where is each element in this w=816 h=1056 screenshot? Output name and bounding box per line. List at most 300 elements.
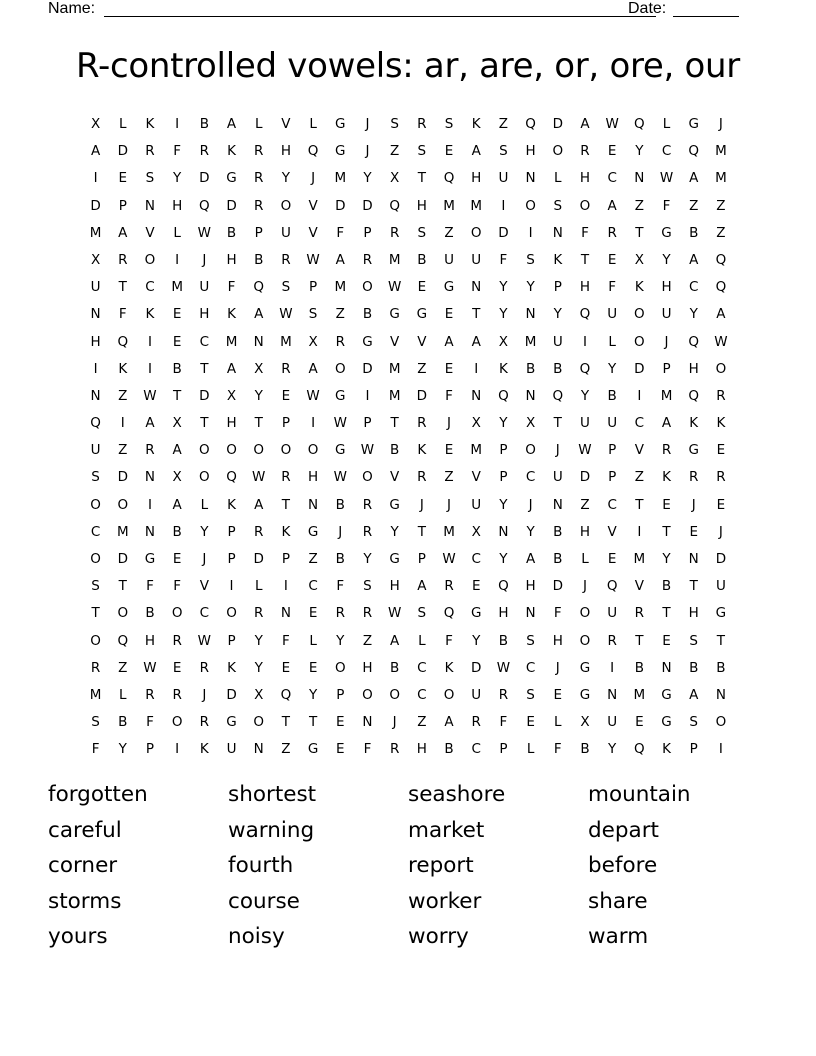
- grid-cell: K: [498, 360, 508, 377]
- grid-cell: M: [443, 197, 455, 214]
- grid-cell: O: [171, 605, 183, 622]
- grid-cell: K: [227, 659, 236, 676]
- grid-cell: F: [336, 578, 345, 595]
- grid-cell: J: [691, 496, 696, 513]
- grid-cell: S: [390, 116, 399, 132]
- grid-cell: L: [526, 741, 535, 758]
- grid-cell: K: [145, 116, 155, 132]
- grid-cell: N: [90, 387, 101, 404]
- grid-cell: Y: [499, 306, 508, 323]
- grid-cell: P: [608, 469, 617, 486]
- grid-cell: U: [90, 442, 101, 459]
- grid-cell: Q: [253, 279, 265, 296]
- name-line[interactable]: [104, 16, 656, 17]
- grid-cell: L: [254, 578, 263, 595]
- grid-cell: K: [227, 306, 236, 323]
- grid-cell: J: [365, 143, 370, 160]
- grid-cell: U: [607, 306, 618, 323]
- grid-cell: A: [390, 632, 400, 649]
- grid-cell: G: [416, 306, 428, 323]
- grid-cell: D: [715, 551, 727, 567]
- grid-cell: J: [555, 659, 560, 676]
- grid-cell: L: [581, 551, 589, 567]
- grid-cell: G: [579, 686, 591, 703]
- grid-cell: I: [582, 333, 587, 350]
- grid-cell: E: [662, 496, 671, 513]
- grid-cell: U: [580, 415, 590, 432]
- grid-cell: Q: [525, 116, 536, 132]
- grid-cell: Q: [226, 469, 237, 486]
- grid-cell: N: [280, 605, 291, 622]
- grid-cell: H: [552, 632, 563, 649]
- grid-cell: X: [471, 523, 481, 540]
- grid-cell: D: [362, 197, 373, 214]
- grid-cell: X: [254, 686, 264, 703]
- grid-cell: E: [281, 659, 291, 676]
- grid-cell: N: [253, 333, 264, 350]
- grid-cell: R: [689, 469, 699, 486]
- grid-cell: F: [553, 605, 562, 622]
- grid-cell: Y: [499, 496, 508, 513]
- grid-cell: R: [471, 714, 481, 731]
- grid-cell: L: [554, 170, 562, 187]
- grid-cell: C: [145, 279, 155, 296]
- grid-cell: R: [90, 659, 101, 676]
- grid-cell: W: [333, 415, 347, 432]
- grid-cell: R: [498, 686, 509, 703]
- grid-cell: F: [363, 741, 372, 758]
- grid-cell: O: [443, 686, 455, 703]
- grid-cell: M: [89, 686, 102, 703]
- grid-cell: E: [662, 632, 671, 649]
- grid-cell: T: [118, 279, 127, 296]
- grid-cell: O: [334, 659, 346, 676]
- grid-cell: K: [199, 741, 209, 758]
- grid-cell: R: [444, 578, 454, 595]
- grid-cell: P: [499, 741, 508, 758]
- grid-cell: O: [226, 605, 237, 622]
- grid-cell: D: [117, 143, 128, 160]
- grid-cell: C: [525, 659, 536, 676]
- grid-cell: R: [145, 143, 155, 160]
- grid-cell: V: [308, 224, 318, 241]
- grid-cell: T: [635, 632, 644, 649]
- grid-cell: A: [716, 306, 726, 323]
- grid-cell: Y: [499, 279, 508, 296]
- grid-cell: L: [254, 116, 263, 132]
- grid-cell: B: [390, 442, 400, 459]
- grid-cell: N: [661, 659, 672, 676]
- grid-cell: A: [689, 251, 699, 268]
- grid-cell: P: [145, 741, 155, 758]
- grid-cell: F: [173, 143, 182, 160]
- grid-cell: T: [281, 714, 291, 731]
- grid-cell: N: [715, 686, 726, 703]
- grid-cell: C: [607, 496, 617, 513]
- grid-cell: U: [607, 605, 618, 622]
- grid-cell: R: [199, 143, 210, 160]
- grid-cell: J: [555, 442, 560, 459]
- grid-cell: Z: [362, 632, 373, 649]
- grid-cell: T: [173, 387, 182, 404]
- grid-cell: B: [553, 551, 563, 567]
- grid-cell: C: [90, 523, 101, 540]
- word-list-item: report: [408, 853, 474, 879]
- grid-cell: U: [471, 496, 482, 513]
- grid-cell: E: [118, 170, 128, 187]
- grid-cell: I: [311, 415, 316, 432]
- grid-cell: I: [93, 170, 98, 187]
- grid-cell: E: [308, 659, 318, 676]
- grid-cell: P: [417, 551, 426, 567]
- grid-cell: E: [444, 306, 454, 323]
- grid-cell: C: [471, 551, 481, 567]
- word-list-item: noisy: [228, 924, 285, 950]
- grid-cell: U: [280, 224, 291, 241]
- grid-cell: Q: [498, 578, 509, 595]
- grid-cell: F: [146, 578, 154, 595]
- grid-cell: O: [579, 605, 591, 622]
- grid-cell: J: [419, 496, 424, 513]
- grid-cell: C: [308, 578, 318, 595]
- grid-cell: O: [634, 306, 645, 323]
- grid-cell: A: [335, 251, 345, 268]
- grid-cell: Y: [635, 143, 644, 160]
- grid-cell: X: [226, 387, 237, 404]
- grid-cell: M: [633, 686, 646, 703]
- date-line[interactable]: [673, 16, 739, 17]
- grid-cell: R: [172, 686, 182, 703]
- grid-cell: O: [579, 197, 591, 214]
- grid-cell: T: [417, 523, 426, 540]
- grid-cell: J: [365, 116, 370, 132]
- grid-cell: E: [716, 442, 726, 459]
- grid-cell: R: [716, 469, 726, 486]
- grid-cell: O: [253, 442, 265, 459]
- grid-cell: E: [172, 659, 182, 676]
- word-list-item: corner: [48, 853, 118, 879]
- grid-cell: X: [254, 360, 264, 377]
- grid-cell: B: [145, 605, 155, 622]
- word-list-item: warm: [588, 924, 649, 950]
- grid-cell: C: [417, 686, 427, 703]
- grid-cell: D: [90, 197, 101, 214]
- grid-cell: R: [417, 415, 427, 432]
- grid-cell: W: [333, 469, 347, 486]
- grid-cell: R: [254, 170, 264, 187]
- grid-cell: D: [552, 578, 563, 595]
- grid-cell: E: [689, 523, 698, 540]
- grid-cell: F: [282, 632, 290, 649]
- grid-cell: D: [416, 387, 428, 404]
- grid-cell: T: [553, 415, 562, 432]
- grid-cell: T: [662, 523, 671, 540]
- grid-cell: L: [119, 116, 127, 132]
- grid-cell: F: [445, 632, 453, 649]
- grid-cell: H: [525, 578, 536, 595]
- grid-cell: F: [91, 741, 100, 758]
- grid-cell: G: [307, 523, 319, 540]
- grid-cell: S: [417, 224, 427, 241]
- grid-cell: Y: [608, 360, 617, 377]
- grid-cell: W: [279, 306, 293, 323]
- grid-cell: Q: [280, 686, 292, 703]
- grid-cell: R: [716, 387, 726, 404]
- date-label: Date:: [628, 0, 667, 17]
- grid-cell: H: [498, 605, 509, 622]
- grid-cell: Q: [688, 387, 700, 404]
- grid-cell: W: [197, 632, 212, 649]
- grid-cell: S: [417, 605, 427, 622]
- grid-cell: C: [661, 143, 672, 160]
- grid-cell: Q: [307, 143, 319, 160]
- grid-cell: U: [715, 578, 726, 595]
- grid-cell: J: [718, 116, 723, 132]
- grid-cell: T: [91, 605, 100, 622]
- grid-cell: O: [470, 224, 482, 241]
- grid-cell: K: [227, 143, 236, 160]
- grid-cell: S: [363, 578, 372, 595]
- grid-cell: J: [202, 251, 207, 268]
- grid-cell: T: [200, 415, 209, 432]
- grid-cell: V: [471, 469, 481, 486]
- grid-cell: O: [525, 442, 536, 459]
- grid-cell: Q: [117, 333, 129, 350]
- grid-cell: A: [145, 415, 155, 432]
- grid-cell: H: [226, 251, 237, 268]
- grid-cell: A: [661, 415, 672, 432]
- grid-cell: M: [470, 442, 483, 459]
- grid-cell: T: [254, 415, 263, 432]
- grid-cell: E: [336, 741, 345, 758]
- grid-cell: G: [661, 224, 672, 241]
- grid-cell: P: [227, 551, 236, 567]
- grid-cell: Z: [580, 496, 590, 513]
- grid-cell: A: [172, 442, 182, 459]
- grid-cell: Q: [579, 306, 591, 323]
- grid-cell: H: [280, 143, 291, 160]
- grid-cell: S: [91, 578, 100, 595]
- grid-cell: N: [144, 197, 156, 214]
- grid-cell: G: [226, 714, 237, 731]
- grid-cell: S: [689, 714, 698, 731]
- grid-cell: K: [417, 442, 427, 459]
- word-list-item: fourth: [228, 853, 294, 879]
- grid-cell: B: [390, 659, 400, 676]
- grid-cell: E: [607, 251, 617, 268]
- grid-cell: Y: [662, 251, 671, 268]
- grid-cell: O: [715, 360, 727, 377]
- grid-cell: O: [90, 551, 101, 567]
- grid-cell: I: [229, 578, 234, 595]
- grid-cell: O: [362, 469, 373, 486]
- grid-cell: L: [309, 632, 317, 649]
- grid-cell: R: [199, 714, 210, 731]
- grid-cell: Q: [688, 333, 700, 350]
- grid-cell: Z: [634, 469, 644, 486]
- grid-cell: S: [145, 170, 155, 187]
- grid-cell: I: [474, 360, 479, 377]
- grid-cell: B: [118, 714, 128, 731]
- grid-cell: B: [172, 360, 182, 377]
- grid-cell: G: [335, 116, 346, 132]
- grid-cell: F: [336, 224, 345, 241]
- word-list: [48, 779, 768, 957]
- word-list-item: before: [588, 853, 658, 879]
- grid-cell: L: [418, 632, 426, 649]
- word-list-item: mountain: [588, 782, 691, 807]
- grid-cell: V: [390, 333, 400, 350]
- grid-cell: A: [580, 116, 590, 132]
- grid-cell: N: [90, 306, 101, 323]
- grid-cell: Z: [716, 224, 726, 241]
- grid-cell: O: [334, 360, 346, 377]
- grid-cell: K: [145, 306, 155, 323]
- grid-cell: E: [417, 279, 427, 296]
- grid-cell: M: [443, 523, 455, 540]
- grid-cell: Q: [443, 170, 455, 187]
- grid-cell: Y: [336, 632, 345, 649]
- grid-cell: B: [335, 496, 345, 513]
- word-list-item: warning: [228, 817, 315, 843]
- grid-cell: B: [553, 360, 563, 377]
- grid-cell: I: [147, 496, 152, 513]
- grid-cell: B: [716, 659, 726, 676]
- grid-cell: P: [553, 279, 562, 296]
- grid-cell: F: [227, 279, 236, 296]
- grid-cell: F: [146, 714, 154, 731]
- grid-cell: X: [90, 251, 101, 268]
- grid-cell: R: [254, 523, 264, 540]
- grid-cell: I: [610, 659, 615, 676]
- grid-cell: G: [362, 333, 373, 350]
- grid-cell: B: [417, 251, 427, 268]
- word-list-item: careful: [48, 817, 122, 843]
- grid-cell: F: [445, 387, 453, 404]
- grid-cell: B: [226, 224, 237, 241]
- grid-cell: A: [525, 551, 536, 567]
- grid-cell: W: [496, 659, 511, 676]
- grid-cell: K: [118, 360, 128, 377]
- grid-cell: G: [389, 496, 400, 513]
- grid-cell: F: [553, 741, 562, 758]
- grid-cell: A: [254, 496, 264, 513]
- grid-cell: M: [334, 170, 347, 187]
- word-list-item: shortest: [228, 782, 317, 807]
- grid-cell: K: [662, 741, 671, 758]
- grid-cell: E: [281, 387, 291, 404]
- grid-cell: X: [498, 333, 509, 350]
- grid-cell: D: [362, 360, 373, 377]
- grid-cell: P: [363, 415, 372, 432]
- grid-cell: Y: [662, 551, 671, 567]
- grid-cell: J: [447, 415, 452, 432]
- grid-cell: G: [579, 659, 591, 676]
- grid-cell: T: [390, 415, 399, 432]
- grid-cell: R: [145, 442, 155, 459]
- grid-cell: S: [308, 306, 318, 323]
- grid-cell: D: [226, 197, 237, 214]
- grid-cell: G: [389, 551, 400, 567]
- grid-cell: U: [552, 469, 563, 486]
- grid-cell: R: [362, 251, 373, 268]
- grid-cell: I: [283, 578, 288, 595]
- grid-cell: G: [443, 279, 455, 296]
- grid-cell: E: [716, 496, 726, 513]
- grid-cell: W: [252, 469, 266, 486]
- grid-cell: H: [416, 197, 427, 214]
- grid-cell: S: [499, 143, 508, 160]
- grid-cell: N: [634, 170, 645, 187]
- grid-cell: R: [362, 523, 373, 540]
- grid-cell: K: [227, 496, 236, 513]
- grid-cell: H: [579, 523, 591, 540]
- grid-cell: J: [202, 686, 207, 703]
- grid-cell: Q: [688, 143, 700, 160]
- grid-cell: Z: [417, 360, 427, 377]
- grid-cell: M: [388, 251, 401, 268]
- word-list-item: worker: [408, 888, 482, 914]
- grid-cell: X: [580, 714, 590, 731]
- grid-cell: V: [281, 116, 291, 132]
- grid-cell: W: [197, 224, 212, 241]
- grid-cell: Q: [90, 415, 101, 432]
- word-list-item: share: [588, 888, 648, 914]
- grid-cell: C: [471, 741, 481, 758]
- grid-cell: N: [471, 387, 482, 404]
- grid-cell: T: [662, 605, 671, 622]
- grid-cell: N: [362, 714, 373, 731]
- grid-cell: P: [689, 741, 698, 758]
- grid-cell: T: [200, 360, 209, 377]
- grid-cell: L: [608, 333, 616, 350]
- grid-cell: O: [171, 714, 183, 731]
- grid-cell: N: [144, 469, 156, 486]
- grid-cell: T: [716, 632, 726, 649]
- grid-cell: O: [280, 197, 292, 214]
- grid-cell: A: [689, 686, 699, 703]
- grid-cell: K: [634, 279, 644, 296]
- grid-cell: C: [417, 659, 427, 676]
- grid-cell: N: [525, 306, 536, 323]
- grid-cell: Q: [715, 279, 727, 296]
- grid-cell: V: [308, 197, 318, 214]
- grid-cell: E: [607, 551, 617, 567]
- grid-cell: H: [525, 143, 536, 160]
- grid-cell: I: [120, 415, 125, 432]
- grid-cell: G: [470, 605, 482, 622]
- grid-cell: U: [661, 306, 672, 323]
- grid-cell: N: [688, 551, 699, 567]
- grid-cell: W: [306, 251, 320, 268]
- grid-cell: A: [226, 116, 237, 132]
- grid-cell: F: [499, 251, 508, 268]
- grid-cell: V: [390, 469, 400, 486]
- grid-cell: G: [226, 170, 237, 187]
- grid-cell: Y: [200, 523, 209, 540]
- grid-cell: A: [172, 496, 182, 513]
- grid-cell: L: [309, 116, 317, 132]
- grid-cell: B: [335, 551, 345, 567]
- grid-cell: R: [281, 360, 291, 377]
- grid-cell: I: [637, 523, 642, 540]
- grid-cell: I: [93, 360, 98, 377]
- grid-cell: P: [499, 469, 508, 486]
- grid-cell: V: [607, 523, 617, 540]
- grid-cell: Y: [472, 632, 481, 649]
- grid-cell: E: [607, 143, 617, 160]
- grid-cell: S: [281, 279, 291, 296]
